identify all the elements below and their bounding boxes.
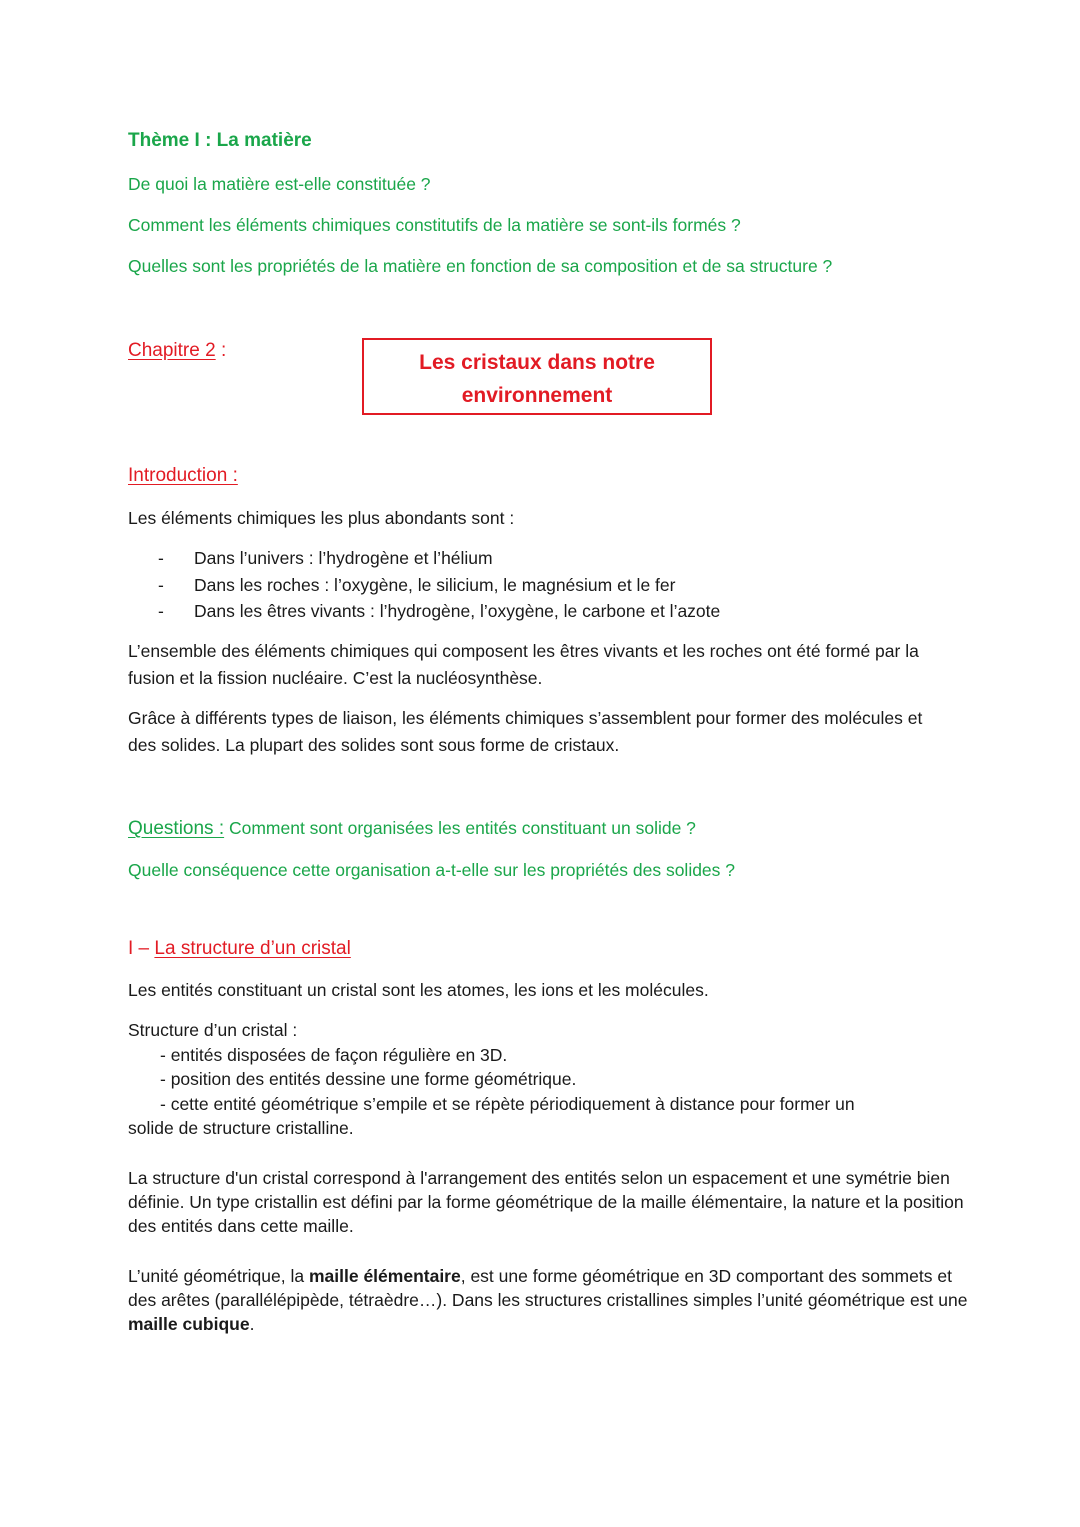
theme-question-3: Quelles sont les propriétés de la matière en fonction de sa composition et de sa structure ?	[128, 256, 833, 276]
bullet-dash: -	[158, 548, 164, 568]
introduction-paragraph-2: Grâce à différents types de liaison, les éléments chimiques s’assemblent pour former des molécules et des solides. La plupart des solides sont sous forme de cristaux.	[128, 708, 923, 755]
bullet-text: Dans l’univers : l’hydrogène et l’hélium	[194, 548, 493, 568]
list-item	[158, 548, 493, 569]
structure-item-1: - entités disposées de façon régulière en 3D.	[160, 1045, 508, 1065]
bullet-dash: -	[158, 575, 164, 595]
introduction-paragraph-1: L’ensemble des éléments chimiques qui composent les êtres vivants et les roches ont été formé par la fusion et la fission nucléaire. C’est la nucléosynthèse.	[128, 641, 919, 688]
structure-tail: solide de structure cristalline.	[128, 1118, 354, 1138]
section-1-heading	[128, 938, 351, 960]
section-1-prefix: I –	[128, 938, 155, 959]
questions-text-1: Comment sont organisées les entités constituant un solide ?	[224, 818, 696, 838]
bullet-text: Dans les êtres vivants : l’hydrogène, l’oxygène, le carbone et l’azote	[194, 601, 721, 621]
chapter-title-line-2: environnement	[461, 384, 613, 407]
theme-title: Thème I : La matière	[128, 130, 312, 151]
questions-line-2: Quelle conséquence cette organisation a-t-elle sur les propriétés des solides ?	[128, 860, 736, 880]
structure-lead: Structure d’un cristal :	[128, 1020, 298, 1040]
questions-line-1	[128, 818, 696, 840]
section-1-title: La structure d’un cristal	[154, 938, 351, 959]
theme-question-2: Comment les éléments chimiques constitutifs de la matière se sont-ils formés ?	[128, 215, 741, 235]
questions-label: Questions :	[128, 818, 225, 839]
introduction-lead: Les éléments chimiques les plus abondants sont :	[128, 508, 515, 528]
maille-cubique-term: maille cubique	[128, 1314, 250, 1334]
structure-item-3: - cette entité géométrique s’empile et se répète périodiquement à distance pour former un	[160, 1094, 855, 1114]
chapter-colon: :	[215, 340, 227, 361]
maille-elementaire-term: maille élémentaire	[308, 1266, 461, 1286]
bullet-dash: -	[158, 601, 164, 621]
section-1-entities: Les entités constituant un cristal sont les atomes, les ions et les molécules.	[128, 980, 709, 1000]
maille-paragraph	[128, 1264, 968, 1336]
maille-text-1: L’unité géométrique, la	[128, 1266, 309, 1286]
structure-paragraph: La structure d'un cristal correspond à l'arrangement des entités selon un espacement et une symétrie bien définie. Un type cristallin est défini par la forme géométrique de la maille élémentaire, la nature et la position des entités dans cette maille.	[128, 1168, 964, 1236]
maille-text-2: , est une forme géométrique en 3D comportant des sommets et des arêtes (parallélépipède, tétraèdre…). Dans les structures cristallines simples l’unité géométrique est une	[128, 1266, 968, 1310]
list-item	[158, 575, 675, 596]
bullet-text: Dans les roches : l’oxygène, le silicium, le magnésium et le fer	[194, 575, 676, 595]
list-item	[158, 601, 720, 622]
theme-question-1: De quoi la matière est-elle constituée ?	[128, 174, 431, 194]
structure-item-2: - position des entités dessine une forme géométrique.	[160, 1069, 577, 1089]
chapter-heading	[128, 340, 226, 362]
chapter-title-line-1: Les cristaux dans notre	[419, 351, 655, 374]
introduction-heading: Introduction :	[128, 465, 238, 486]
maille-text-3: .	[249, 1314, 255, 1334]
chapter-label: Chapitre 2	[128, 340, 216, 361]
chapter-title-box	[362, 338, 712, 415]
